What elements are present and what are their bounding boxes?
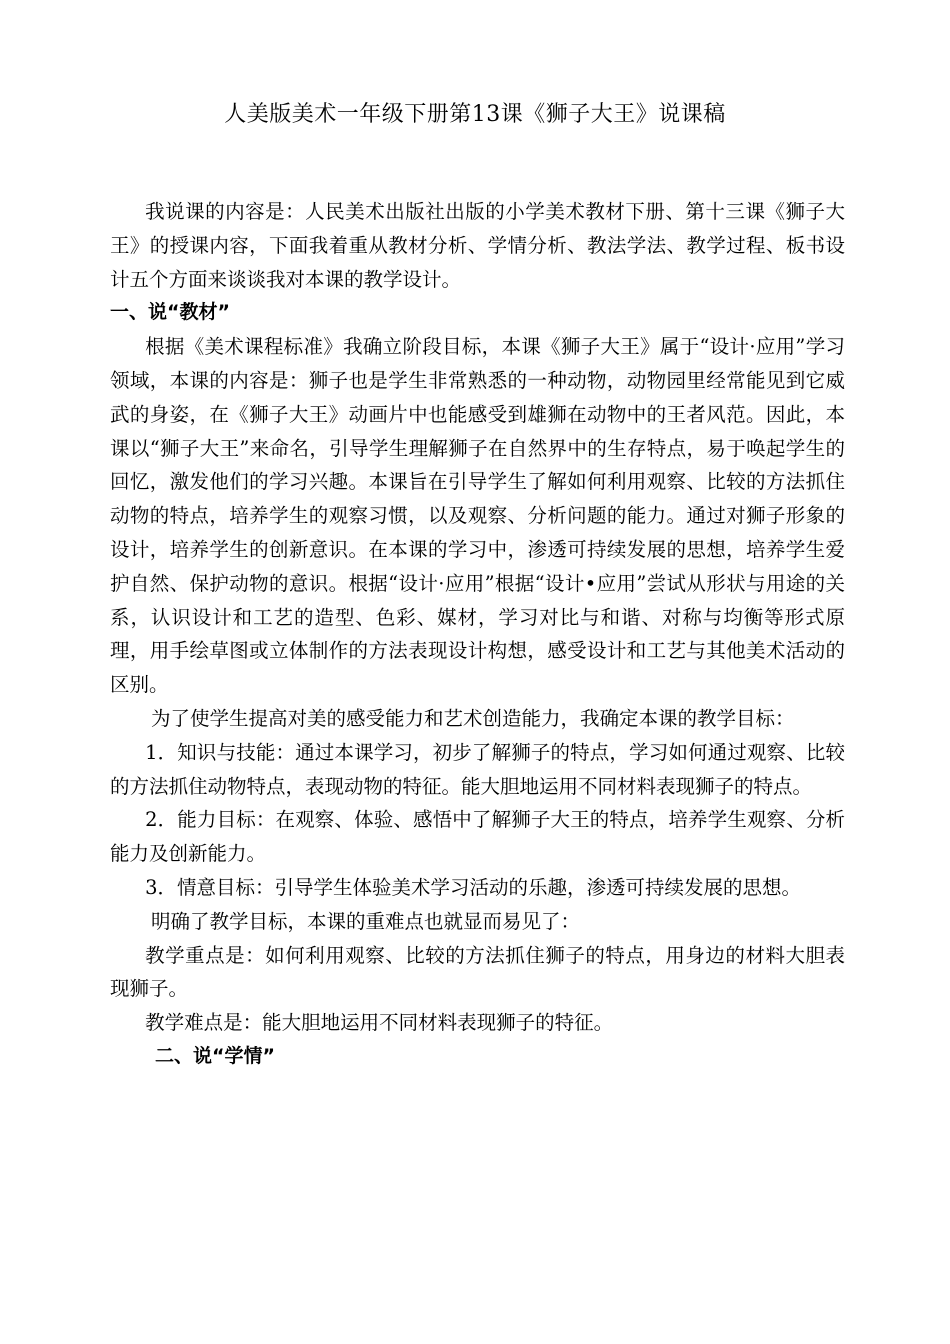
document-title: 人美版美术一年级下册第13课《狮子大王》说课稿 — [224, 102, 726, 127]
key-points-intro-paragraph: 明确了教学目标，本课的重难点也就显而易见了： — [150, 909, 580, 933]
key-point-paragraph: 教学重点是：如何利用观察、比较的方法抓住狮子的特点，用身边的材料大胆表现狮子。 — [110, 943, 845, 1001]
goal-knowledge-skills: 1．知识与技能：通过本课学习，初步了解狮子的特点，学习如何通过观察、比较的方法抓住动物特点，表现动物的特征。能大胆地运用不同材料表现狮子的特点。 — [110, 740, 845, 798]
section-heading-student-situation: 二、说“学情” — [155, 1044, 275, 1067]
difficult-point-paragraph: 教学难点是：能大胆地运用不同材料表现狮子的特征。 — [145, 1011, 614, 1035]
teaching-goals-intro-paragraph: 为了使学生提高对美的感受能力和艺术创造能力，我确定本课的教学目标： — [150, 706, 795, 730]
intro-paragraph: 我说课的内容是：人民美术出版社出版的小学美术教材下册、第十三课《狮子大王》的授课内容，下面我着重从教材分析、学情分析、教法学法、教学过程、板书设计五个方面来谈谈我对本课的教学设计。 — [110, 200, 845, 291]
goal-ability: 2．能力目标：在观察、体验、感悟中了解狮子大王的特点，培养学生观察、分析能力及创新能力。 — [110, 808, 845, 866]
document-body — [110, 195, 845, 1074]
goal-emotion: 3．情意目标：引导学生体验美术学习活动的乐趣，渗透可持续发展的思想。 — [145, 875, 802, 899]
section-heading-textbook: 一、说“教材” — [110, 301, 230, 324]
textbook-analysis-paragraph: 根据《美术课程标准》我确立阶段目标，本课《狮子大王》属于“设计·应用”学习领域，本课的内容是：狮子也是学生非常熟悉的一种动物，动物园里经常能见到它威武的身姿，在《狮子大王》动画片中也能感受到雄狮在动物中的王者风范。因此，本课以“狮子大王”来命名，引导学生理解狮子在自然界中的生存特点，易于唤起学生的回忆，激发他们的学习兴趣。本课旨在引导学生了解如何利用观察、比较的方法抓住动物的特点，培养学生的观察习惯，以及观察、分析问题的能力。通过对狮子形象的设计，培养学生的创新意识。在本课的学习中，渗透可持续发展的思想，培养学生爱护自然、保护动物的意识。根据“设计·应用”根据“设计•应用”尝试从形状与用途的关系，认识设计和工艺的造型、色彩、媒材，学习对比与和谐、对称与均衡等形式原理，用手绘草图或立体制作的方法表现设计构想，感受设计和工艺与其他美术活动的区别。 — [110, 335, 845, 697]
